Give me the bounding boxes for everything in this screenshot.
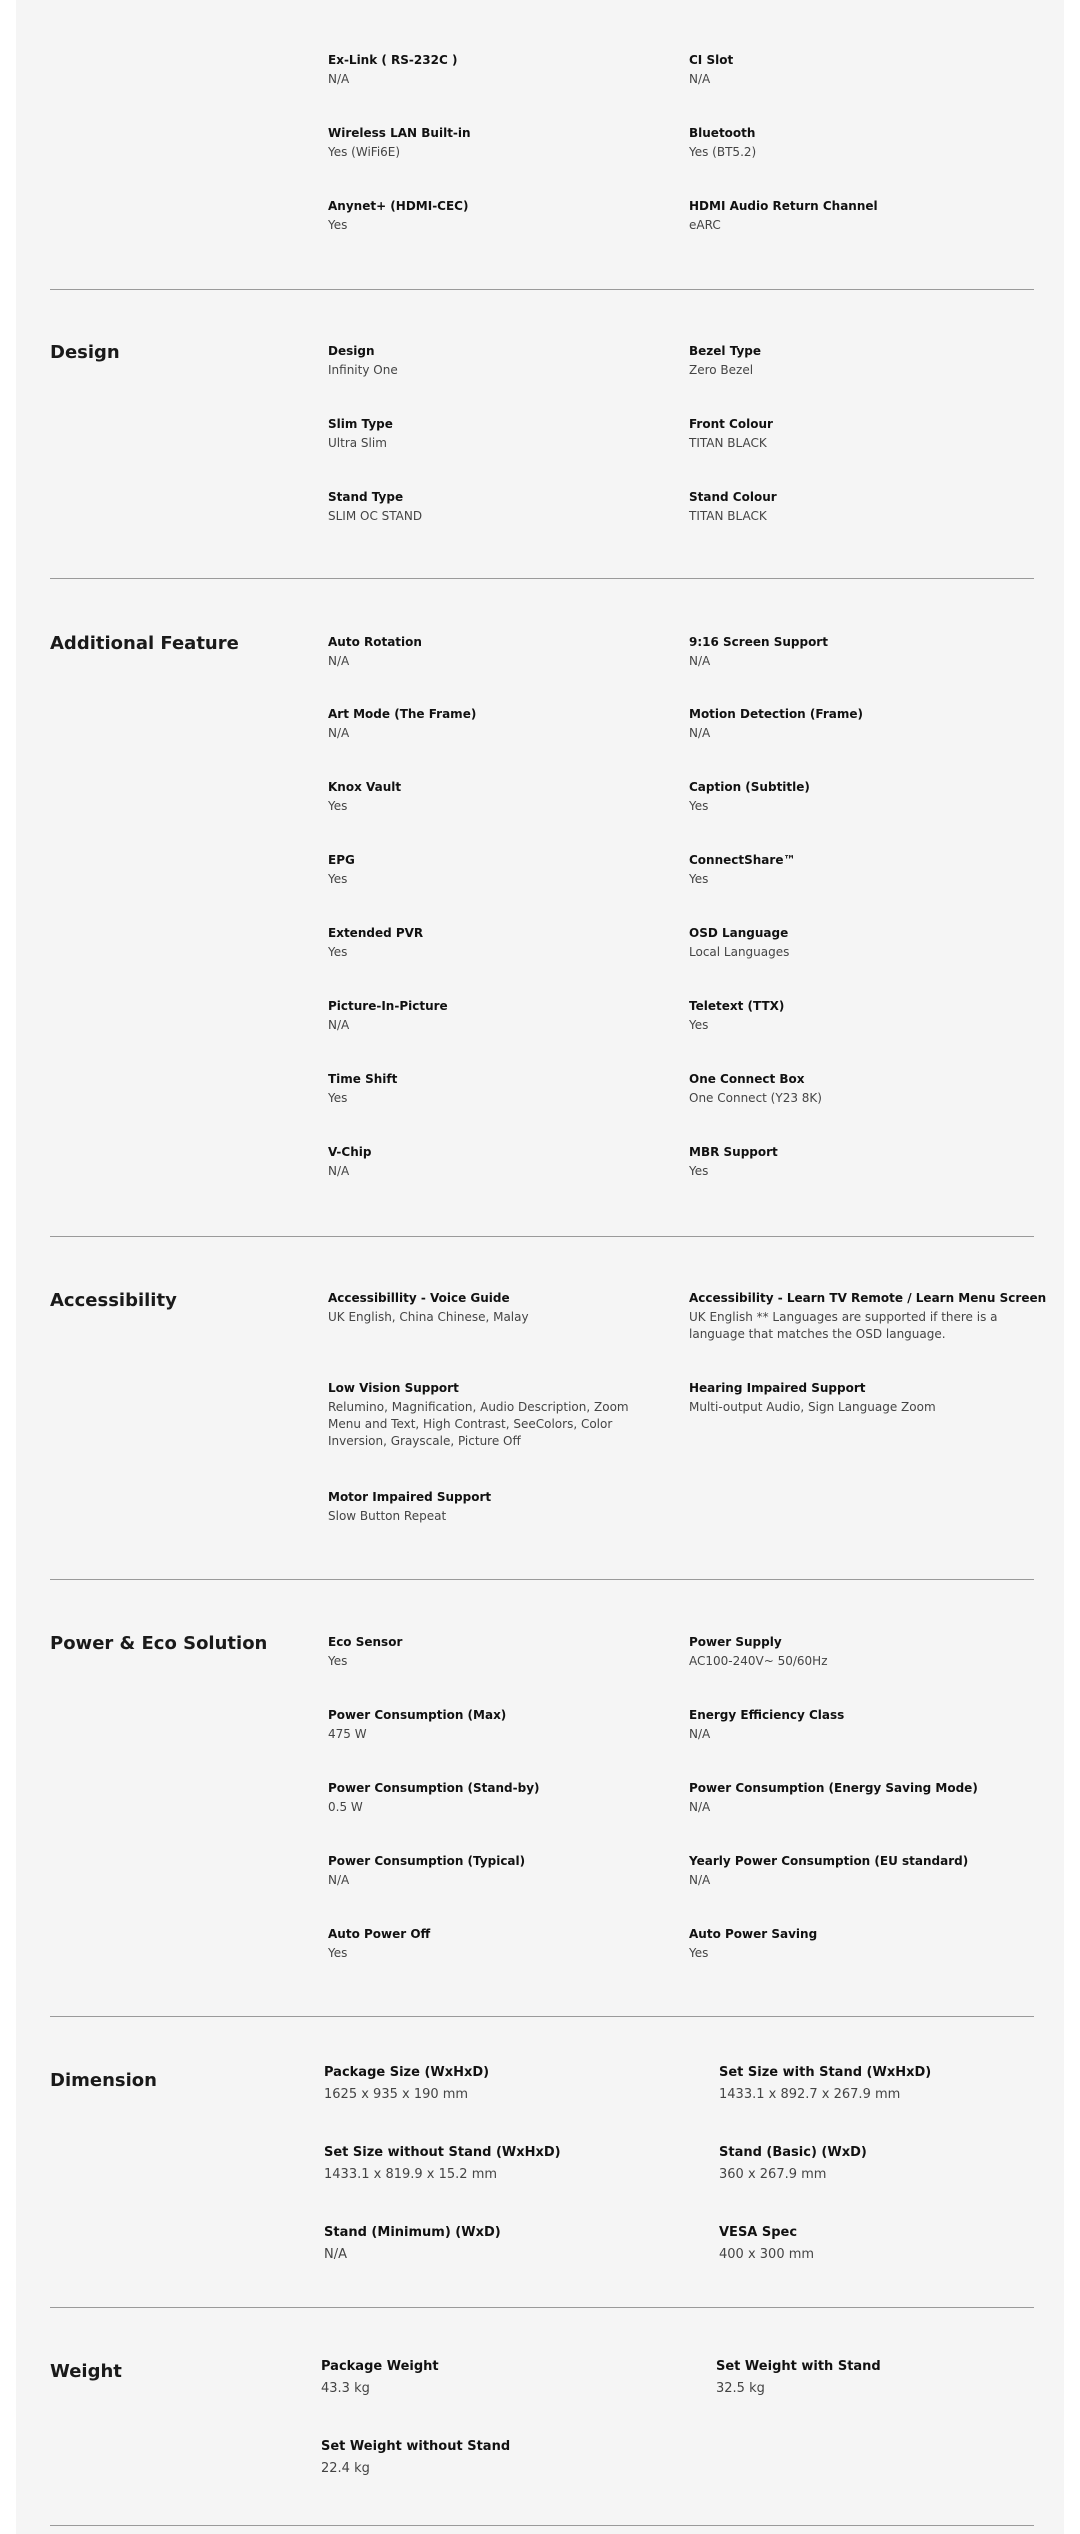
spec-label: Auto Power Off <box>328 1927 431 1941</box>
spec-value: Ultra Slim <box>328 436 387 450</box>
spec-label: Design <box>328 344 375 358</box>
spec-item <box>689 198 999 234</box>
section-title-additional-feature[interactable]: Additional Feature <box>50 633 239 654</box>
spec-item <box>328 343 638 379</box>
spec-label: Anynet+ (HDMI-CEC) <box>328 199 469 213</box>
spec-label: Power Consumption (Stand-by) <box>328 1781 540 1795</box>
spec-item <box>328 634 638 670</box>
spec-label: Picture-In-Picture <box>328 999 448 1013</box>
spec-value: N/A <box>328 726 350 740</box>
spec-item <box>328 125 638 161</box>
spec-item <box>328 1634 638 1670</box>
spec-item <box>328 1290 638 1326</box>
spec-label: Auto Power Saving <box>689 1927 818 1941</box>
spec-value: N/A <box>689 1727 711 1741</box>
spec-label: Caption (Subtitle) <box>689 780 810 794</box>
spec-value: 475 W <box>328 1727 367 1741</box>
spec-item <box>328 1380 638 1450</box>
spec-item <box>328 998 638 1034</box>
spec-value: 1433.1 x 819.9 x 15.2 mm <box>324 2167 498 2182</box>
spec-item <box>689 779 999 815</box>
spec-item <box>328 1071 638 1107</box>
spec-item <box>328 52 638 88</box>
spec-label: OSD Language <box>689 926 789 940</box>
spec-label: MBR Support <box>689 1145 778 1159</box>
spec-value: UK English ** Languages are supported if there is a language that matches the OSD language. <box>689 1310 998 1341</box>
spec-item <box>689 489 999 525</box>
spec-item <box>328 706 638 742</box>
spec-label: Bluetooth <box>689 126 756 140</box>
spec-item <box>719 2144 1049 2184</box>
spec-value: TITAN BLACK <box>689 436 767 450</box>
spec-item <box>689 1071 999 1107</box>
spec-value: eARC <box>689 218 721 232</box>
spec-label: Motor Impaired Support <box>328 1490 492 1504</box>
spec-item <box>324 2064 684 2104</box>
spec-value: TITAN BLACK <box>689 509 767 523</box>
spec-value: Yes <box>328 1946 348 1960</box>
spec-value: Local Languages <box>689 945 790 959</box>
spec-item <box>328 1780 638 1816</box>
spec-item <box>689 1780 1014 1816</box>
spec-label: Stand Type <box>328 490 404 504</box>
spec-item <box>328 489 638 525</box>
spec-label: Set Weight without Stand <box>321 2439 511 2454</box>
spec-label: One Connect Box <box>689 1072 805 1086</box>
spec-item <box>328 779 638 815</box>
spec-label: Knox Vault <box>328 780 402 794</box>
spec-label: ConnectShare™ <box>689 853 796 867</box>
spec-label: Accessibility - Learn TV Remote / Learn Menu Screen <box>689 1291 1047 1305</box>
spec-value: Yes <box>689 872 709 886</box>
spec-label: Bezel Type <box>689 344 762 358</box>
spec-item <box>689 634 999 670</box>
spec-label: Stand Colour <box>689 490 777 504</box>
spec-value: N/A <box>324 2247 347 2262</box>
section-title-power-eco[interactable]: Power & Eco Solution <box>50 1633 268 1654</box>
spec-value: N/A <box>689 1800 711 1814</box>
spec-label: Motion Detection (Frame) <box>689 707 863 721</box>
spec-value: UK English, China Chinese, Malay <box>328 1310 529 1324</box>
spec-label: Accessibillity - Voice Guide <box>328 1291 510 1305</box>
spec-value: Yes <box>689 1164 709 1178</box>
spec-item <box>689 1144 999 1180</box>
spec-value: N/A <box>328 654 350 668</box>
section-divider <box>50 1236 1034 1237</box>
spec-label: VESA Spec <box>719 2225 798 2240</box>
spec-page <box>16 0 1064 2534</box>
section-title-weight[interactable]: Weight <box>50 2361 122 2382</box>
spec-label: HDMI Audio Return Channel <box>689 199 878 213</box>
spec-item <box>328 925 638 961</box>
spec-value: Zero Bezel <box>689 363 754 377</box>
spec-item <box>689 1380 999 1416</box>
spec-label: Art Mode (The Frame) <box>328 707 477 721</box>
spec-label: Package Weight <box>321 2359 439 2374</box>
spec-item <box>689 1853 1014 1889</box>
spec-label: Stand (Basic) (WxD) <box>719 2145 867 2160</box>
spec-label: Front Colour <box>689 417 773 431</box>
spec-value: N/A <box>328 1018 350 1032</box>
spec-value: 1433.1 x 892.7 x 267.9 mm <box>719 2087 901 2102</box>
spec-item <box>328 1707 638 1743</box>
spec-value: 43.3 kg <box>321 2381 370 2396</box>
spec-item <box>689 852 999 888</box>
spec-value: N/A <box>689 1873 711 1887</box>
spec-label: Time Shift <box>328 1072 398 1086</box>
spec-value: Yes <box>328 872 348 886</box>
spec-label: Stand (Minimum) (WxD) <box>324 2225 501 2240</box>
spec-label: EPG <box>328 853 355 867</box>
spec-value: 1625 x 935 x 190 mm <box>324 2087 469 2102</box>
spec-label: Yearly Power Consumption (EU standard) <box>689 1854 969 1868</box>
spec-value: Yes <box>328 945 348 959</box>
spec-label: Wireless LAN Built-in <box>328 126 471 140</box>
spec-value: Yes <box>328 799 348 813</box>
spec-label: Set Weight with Stand <box>716 2359 881 2374</box>
spec-label: Extended PVR <box>328 926 424 940</box>
spec-value: N/A <box>328 1164 350 1178</box>
spec-label: Slim Type <box>328 417 393 431</box>
section-divider <box>50 289 1034 290</box>
spec-item <box>716 2358 1046 2398</box>
spec-value: 22.4 kg <box>321 2461 370 2476</box>
spec-value: Yes <box>328 218 348 232</box>
section-divider <box>50 2016 1034 2017</box>
section-title-accessibility[interactable]: Accessibility <box>50 1290 177 1311</box>
section-title-design[interactable]: Design <box>50 342 120 363</box>
spec-value: Yes (WiFi6E) <box>328 145 401 159</box>
spec-label: Set Size without Stand (WxHxD) <box>324 2145 561 2160</box>
spec-label: Power Consumption (Typical) <box>328 1854 526 1868</box>
spec-item <box>689 1634 999 1670</box>
spec-label: Hearing Impaired Support <box>689 1381 866 1395</box>
spec-value: N/A <box>689 726 711 740</box>
spec-item <box>321 2438 681 2478</box>
spec-item <box>321 2358 681 2398</box>
spec-item <box>689 925 999 961</box>
spec-label: Low Vision Support <box>328 1381 459 1395</box>
section-divider <box>50 2307 1034 2308</box>
spec-value: N/A <box>689 72 711 86</box>
spec-item <box>689 706 999 742</box>
spec-item <box>689 1707 999 1743</box>
spec-value: Yes <box>328 1654 348 1668</box>
spec-label: Package Size (WxHxD) <box>324 2065 490 2080</box>
spec-item <box>328 1853 638 1889</box>
spec-item <box>328 1489 638 1525</box>
spec-item <box>689 1926 999 1962</box>
spec-item <box>719 2224 1049 2264</box>
spec-item <box>328 1144 638 1180</box>
spec-item <box>324 2144 684 2184</box>
spec-label: Ex-Link ( RS-232C ) <box>328 53 458 67</box>
spec-value: One Connect (Y23 8K) <box>689 1091 822 1105</box>
spec-label: CI Slot <box>689 53 734 67</box>
spec-value: Yes <box>328 1091 348 1105</box>
spec-item <box>328 852 638 888</box>
spec-label: 9:16 Screen Support <box>689 635 828 649</box>
spec-value: Yes <box>689 1018 709 1032</box>
spec-item <box>689 416 999 452</box>
spec-value: SLIM OC STAND <box>328 509 423 523</box>
spec-item <box>689 998 999 1034</box>
spec-value: Yes (BT5.2) <box>689 145 757 159</box>
spec-label: Set Size with Stand (WxHxD) <box>719 2065 932 2080</box>
spec-item <box>324 2224 684 2264</box>
spec-item <box>328 416 638 452</box>
spec-item <box>328 198 638 234</box>
spec-item <box>719 2064 1049 2104</box>
spec-label: Eco Sensor <box>328 1635 403 1649</box>
spec-value: N/A <box>328 1873 350 1887</box>
spec-label: Power Supply <box>689 1635 782 1649</box>
spec-value: AC100-240V~ 50/60Hz <box>689 1654 828 1668</box>
spec-value: 400 x 300 mm <box>719 2247 815 2262</box>
spec-value: N/A <box>689 654 711 668</box>
spec-item <box>689 1290 1047 1343</box>
spec-item <box>689 125 999 161</box>
spec-label: Power Consumption (Max) <box>328 1708 507 1722</box>
section-divider <box>50 1579 1034 1580</box>
spec-label: Energy Efficiency Class <box>689 1708 845 1722</box>
spec-value: Relumino, Magnification, Audio Description, Zoom Menu and Text, High Contrast, SeeColors, Color Inversion, Grayscale, Picture Off <box>328 1400 629 1448</box>
spec-value: 32.5 kg <box>716 2381 765 2396</box>
spec-label: Auto Rotation <box>328 635 422 649</box>
spec-value: Yes <box>689 799 709 813</box>
spec-value: Slow Button Repeat <box>328 1509 447 1523</box>
section-divider <box>50 578 1034 579</box>
spec-item <box>689 52 999 88</box>
spec-value: Yes <box>689 1946 709 1960</box>
spec-value: Multi-output Audio, Sign Language Zoom <box>689 1400 936 1414</box>
spec-label: Power Consumption (Energy Saving Mode) <box>689 1781 978 1795</box>
spec-value: N/A <box>328 72 350 86</box>
spec-value: 0.5 W <box>328 1800 363 1814</box>
spec-label: V-Chip <box>328 1145 372 1159</box>
spec-item <box>328 1926 638 1962</box>
section-divider <box>50 2525 1034 2526</box>
spec-item <box>689 343 999 379</box>
section-title-dimension[interactable]: Dimension <box>50 2070 157 2091</box>
spec-label: Teletext (TTX) <box>689 999 785 1013</box>
spec-value: Infinity One <box>328 363 398 377</box>
spec-value: 360 x 267.9 mm <box>719 2167 827 2182</box>
